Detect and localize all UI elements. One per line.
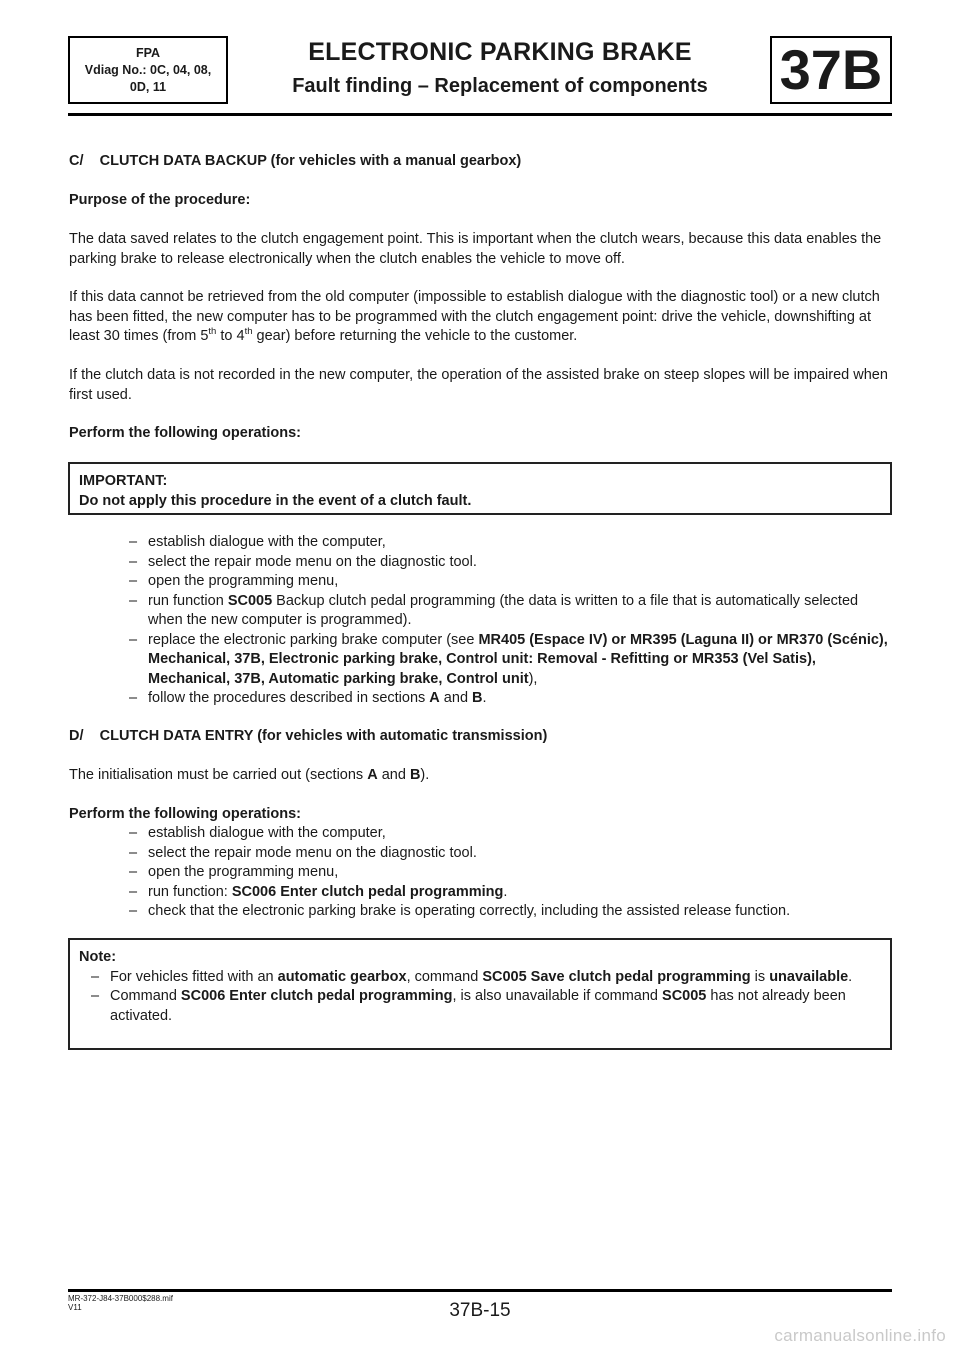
list-item: – run function: SC006 Enter clutch pedal programming.: [129, 883, 889, 903]
fpa-label: FPA: [135, 45, 161, 60]
section-d-steps: [129, 824, 889, 922]
dash-bullet: –: [129, 864, 138, 880]
list-item: – replace the electronic parking brake computer (see MR405 (Espace IV) or MR395 (Laguna II) or MR370 (Scénic), Mechanical, 37B, Electronic parking brake, Control unit: Removal - Refitting or MR353 (Vel Satis), Mechanical, 37B, Automatic parking brake, Control unit),: [129, 631, 888, 687]
list-item: – select the repair mode menu on the diagnostic tool.: [129, 844, 889, 864]
dash-bullet: –: [129, 690, 138, 706]
important-text: Do not apply this procedure in the event of a clutch fault.: [79, 492, 472, 509]
list-item: – establish dialogue with the computer,: [129, 533, 889, 553]
retrieval-paragraph: If this data cannot be retrieved from the old computer (impossible to establish dialogue with the diagnostic tool) or a new clutch has been fitted, the new computer has to be programmed with the clutch engagement point: drive the vehicle, downshifting at least 30 times (from 5th to 4th gear) before returning the vehicle to the customer.: [69, 289, 880, 344]
vdiag-line-2: 0D, 11: [129, 79, 167, 94]
perform-label-d: Perform the following operations:: [69, 806, 302, 822]
dash-bullet: –: [91, 988, 100, 1004]
watermark: carmanualsonline.info: [774, 1326, 946, 1345]
initialisation-text: The initialisation must be carried out (sections A and B).: [69, 767, 430, 783]
section-c-steps: [129, 533, 889, 709]
list-item: – run function SC005 Backup clutch pedal programming (the data is written to a file that is automatically selected when the new computer is programmed).: [129, 592, 859, 628]
section-code: 37B: [779, 38, 883, 101]
list-item: – open the programming menu,: [129, 863, 889, 883]
dash-bullet: –: [91, 968, 100, 985]
superscript-th: th: [208, 326, 217, 338]
dash-bullet: –: [129, 883, 138, 900]
note-list: [79, 968, 881, 1027]
vdiag-box: [68, 36, 228, 104]
list-item: – establish dialogue with the computer,: [129, 824, 889, 844]
header-rule: [68, 113, 892, 116]
section-code-box: [770, 36, 892, 104]
superscript-th: th: [244, 326, 253, 338]
note-title: Note:: [79, 949, 117, 965]
page-number: 37B-15: [449, 1300, 511, 1321]
section-c-heading: C/ CLUTCH DATA BACKUP (for vehicles with a manual gearbox): [69, 153, 522, 169]
dash-bullet: –: [129, 844, 138, 861]
page-title: ELECTRONIC PARKING BRAKE: [308, 38, 692, 66]
impairment-paragraph: If the clutch data is not recorded in the new computer, the operation of the assisted brake on steep slopes will be impaired when first used.: [69, 367, 888, 403]
footer-rule: [68, 1289, 892, 1292]
dash-bullet: –: [129, 903, 138, 919]
important-box: [68, 462, 892, 515]
list-item: – For vehicles fitted with an automatic gearbox, command SC005 Save clutch pedal programming is unavailable.: [79, 968, 881, 988]
list-item: – follow the procedures described in sections A and B.: [129, 689, 889, 709]
dash-bullet: –: [129, 631, 138, 648]
dash-bullet: –: [129, 825, 138, 841]
page-subtitle: Fault finding – Replacement of components: [292, 75, 708, 97]
vdiag-line: Vdiag No.: 0C, 04, 08,: [84, 62, 212, 77]
note-box: [68, 938, 892, 1050]
list-item: – Command SC006 Enter clutch pedal programming, is also unavailable if command SC005 has not already been activated.: [91, 988, 846, 1024]
list-item: – select the repair mode menu on the diagnostic tool.: [129, 553, 889, 573]
list-item: – check that the electronic parking brake is operating correctly, including the assisted release function.: [129, 902, 889, 922]
purpose-paragraph: The data saved relates to the clutch engagement point. This is important when the clutch wears, because this data enables the parking brake to release electronically when the clutch enables the vehicle to move off.: [69, 231, 882, 267]
perform-label-c: Perform the following operations:: [69, 425, 302, 441]
dash-bullet: –: [129, 573, 138, 589]
purpose-label: Purpose of the procedure:: [69, 192, 251, 208]
important-title: IMPORTANT:: [79, 473, 168, 489]
dash-bullet: –: [129, 592, 138, 609]
section-d-heading: D/ CLUTCH DATA ENTRY (for vehicles with automatic transmission): [69, 728, 548, 744]
dash-bullet: –: [129, 553, 138, 570]
list-item: – open the programming menu,: [129, 572, 889, 592]
dash-bullet: –: [129, 534, 138, 550]
document-reference: MR-372-J84-37B000$288.mif V11: [68, 1294, 173, 1312]
manual-reference: MR405 (Espace IV) or MR395 (Laguna II) or MR370 (Scénic), Mechanical, 37B, Electronic parking brake, Control unit: Removal - Refitting or MR353 (Vel Satis), Mechanical, 37B, Automatic parking brake, Control unit: [148, 631, 888, 687]
